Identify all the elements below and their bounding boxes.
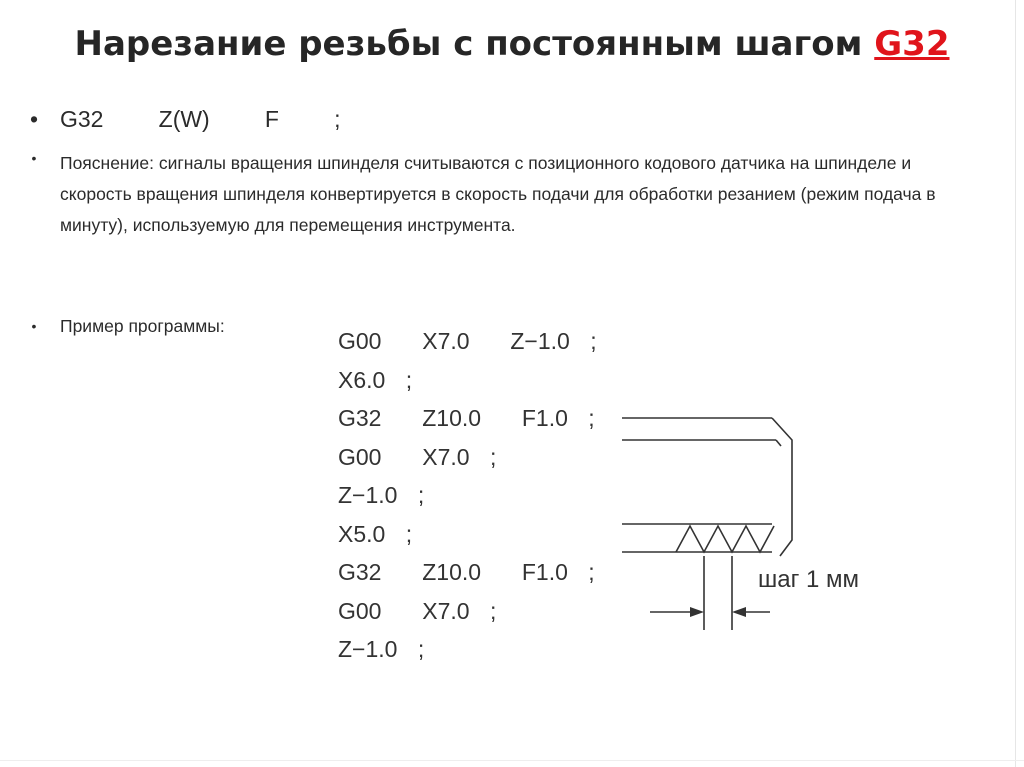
program-line: Z−1.0 ; (338, 636, 425, 662)
bullet-dot-icon: • (31, 318, 37, 334)
bullet-explanation-text: Пояснение: сигналы вращения шпинделя считываются с позиционного кодового датчика на шпинделе и скорость вращения шпинделя конвертируется в скорость подачи для обработки резанием (режим подача в минуту), используемую для перемещения инструмента. (60, 153, 936, 235)
program-line: X6.0 ; (338, 366, 413, 393)
slide-title-accent: G32 (874, 24, 950, 64)
dimension-arrowhead-left (690, 607, 704, 617)
slide-edge-bottom (0, 760, 1024, 761)
bullet-example-text: Пример программы: (60, 316, 225, 336)
program-line: Z−1.0 ; (338, 482, 425, 508)
program-line: G00 X7.0 Z−1.0 ; (338, 328, 597, 354)
slide-title-text: Нарезание резьбы с постоянным шагом (74, 24, 875, 64)
program-line: G00 X7.0 ; (338, 597, 497, 624)
workpiece-chamfer-outline (772, 418, 792, 556)
thread-diagram (600, 400, 800, 640)
bullet-dot-icon: • (29, 106, 39, 132)
slide-title (0, 24, 1024, 64)
pitch-label: шаг 1 мм (758, 566, 860, 593)
bullet-dot-icon: • (31, 150, 37, 166)
program-line: X5.0 ; (338, 520, 413, 547)
dimension-arrowhead-right (732, 607, 746, 617)
program-line: G32 Z10.0 F1.0 ; (338, 405, 595, 431)
program-listing (338, 322, 597, 669)
bullet-syntax-text: G32 Z(W) F ; (60, 106, 341, 132)
program-line: G32 Z10.0 F1.0 ; (338, 559, 595, 585)
program-line: G00 X7.0 ; (338, 443, 497, 470)
workpiece-chamfer-inner (776, 440, 781, 446)
slide-edge-right (1015, 0, 1016, 767)
thread-teeth (676, 526, 774, 552)
